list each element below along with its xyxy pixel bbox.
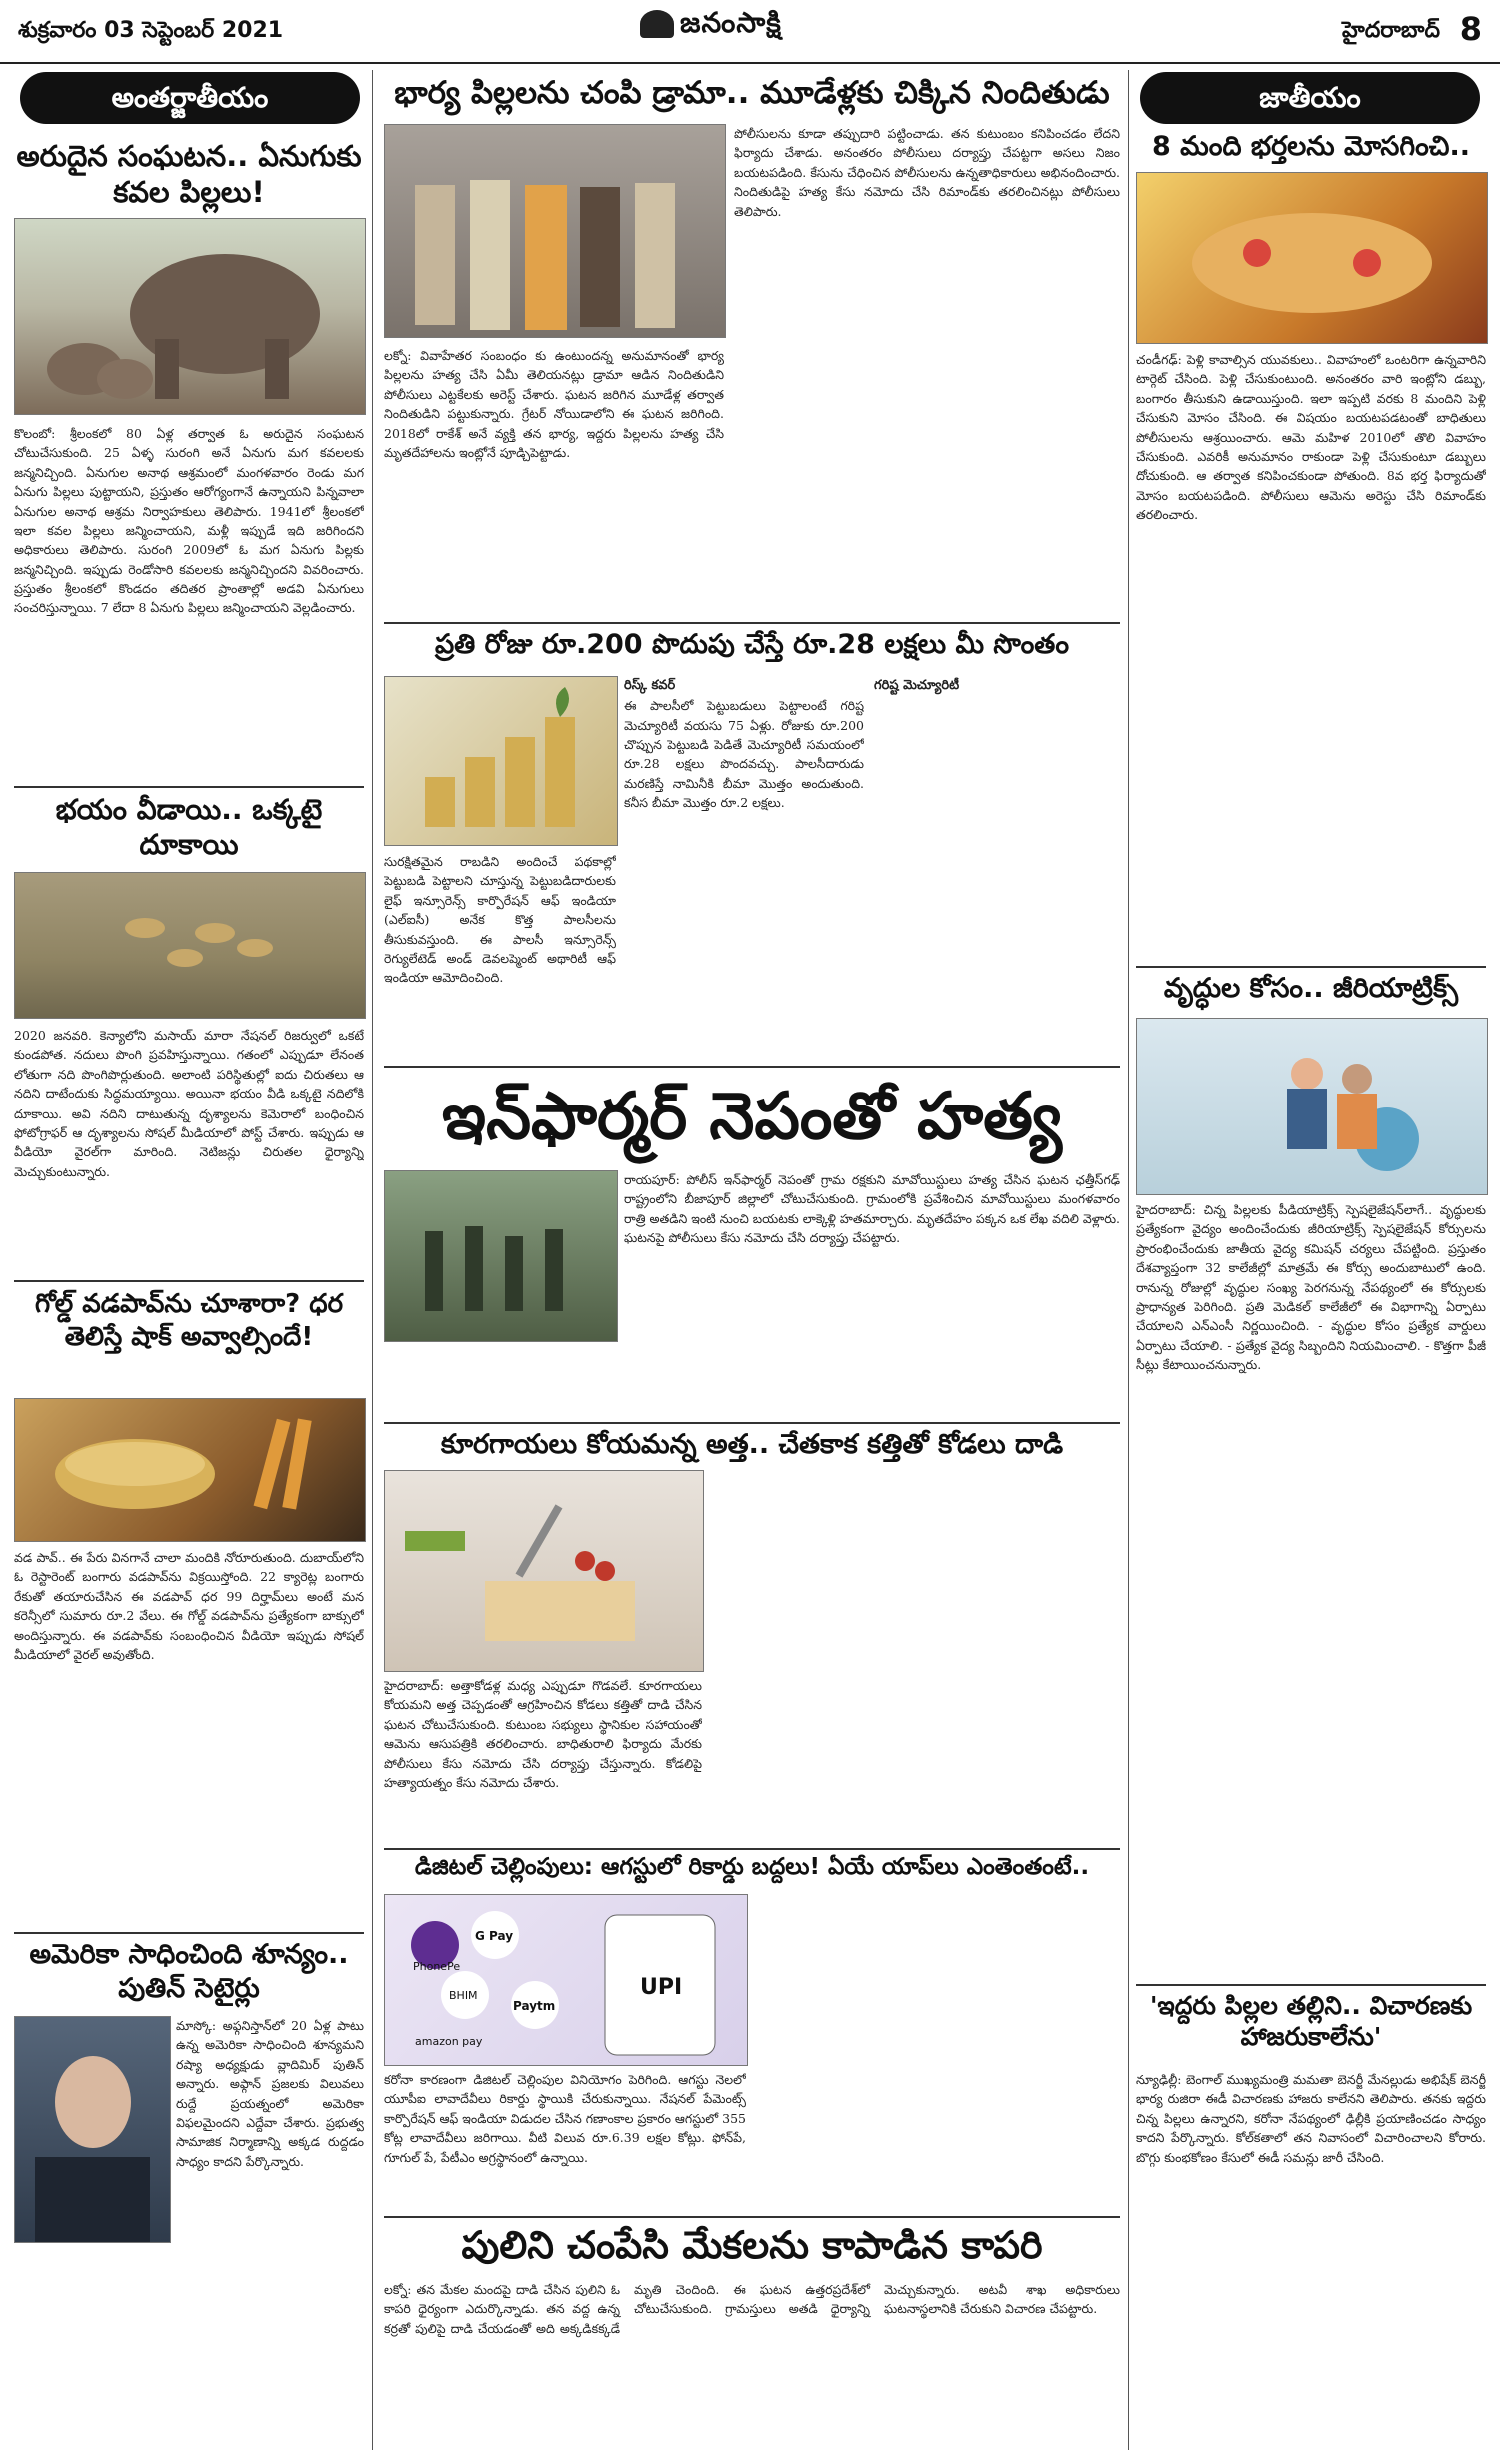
headline-elephant-twins: అరుదైన సంఘటన.. ఏనుగుకు కవల పిల్లలు! (16, 139, 362, 210)
article-cheetahs-body: 2020 జనవరి. కెన్యాలోని మసాయ్ మారా నేషనల్ రిజర్వులో ఒకటే కుండపోత. నదులు పొంగి ప్రవహిస్తున్నాయి. గతంలో ఎప్పుడూ లేనంత లోతుగా నది పొంగిపొర్లుతుంది. అలాంటి పరిస్థితుల్లో ఐదు చిరుతలు ఆ నదిని దాటేందుకు సిద్ధమయ్యాయి. అయినా భయం వీడి ఒక్కటై నదిలోకి దూకాయి. అవి నదిని దాటుతున్న దృశ్యాలను కెమెరాలో బంధించిన ఫోటోగ్రాఫర్ ఆ దృశ్యాలను సోషల్ మీడియాలో పోస్ట్ చేశారు. ఇప్పుడు ఆ వీడియో వైరల్‌గా మారింది. నెటిజన్లు చిరుతల ధైర్యాన్ని మెచ్చుకుంటున్నారు. (14, 1028, 364, 1179)
article-murder-body-b: పోలీసులను కూడా తప్పుదారి పట్టించాడు. తన కుటుంబం కనిపించడం లేదని ఫిర్యాదు చేశాడు. అనంతరం పోలీసులు దర్యాప్తు చేపట్టగా అసలు నిజం బయటపడింది. కేసును చేధించిన పోలీసులను ఉన్నతాధికారులు అభినందించారు. నిందితుడిపై హత్య కేసు నమోదు చేసి రిమాండ్‌కు తరలించినట్లు పోలీసులు తెలిపారు. (734, 126, 1120, 219)
photo-maoists (384, 1170, 618, 1342)
section-tag-national: జాతీయం (1140, 72, 1480, 124)
app-label-upi: UPI (640, 1975, 683, 2000)
article-savings-body-a-cont (624, 676, 864, 1062)
article-murder-body-a: లక్నో: వివాహేతర సంబంధం కు ఉంటుందన్న అనుమానంతో భార్య పిల్లలను హత్య చేసి ఏమీ తెలియనట్లు డ్రామా ఆడిన నిందితుడిని పోలీసులు ఎట్టకేలకు అరెస్ట్ చేశారు. ఘటన జరిగిన మూడేళ్ల తర్వాత నిందితుడిని పట్టుకున్నారు. గ్రేటర్ నోయిడాలోని ఈ ఘటన జరిగింది. 2018లో రాకేశ్ అనే వ్యక్తి తన భార్య, ఇద్దరు పిల్లలను హత్య చేసి మృతదేహాలను ఇంట్లోనే పూడ్చిపెట్టాడు. (384, 348, 724, 460)
headline-digital-payments: డిజిటల్ చెల్లింపులు: ఆగస్టులో రికార్డు బద్దలు! ఏయే యాప్‌లు ఎంతెంతంటే.. (414, 1854, 1090, 1880)
article-mother-body: న్యూఢిల్లీ: బెంగాల్ ముఖ్యమంత్రి మమతా బెనర్జీ మేనల్లుడు అభిషేక్ బెనర్జీ భార్య రుజిరా ఈడీ విచారణకు హాజరు కాలేనని తెలిపారు. తనకు ఇద్దరు చిన్న పిల్లలు ఉన్నారని, కరోనా నేపథ్యంలో ఢిల్లీకి ప్రయాణించడం సాధ్యం కాదని పేర్కొన్నారు. కోల్‌కతాలో తన నివాసంలో విచారించాలని కోరారు. బొగ్గు కుంభకోణం కేసులో ఈడీ సమన్లు జారీ చేసింది. (1136, 2072, 1486, 2165)
police-illustration (385, 125, 725, 337)
headline-tiger-killed: పులిని చంపేసి మేకలను కాపాడిన కాపరి (461, 2223, 1043, 2267)
article-informer-body: రాయపూర్: పోలీస్ ఇన్‌ఫార్మర్ నెపంతో గ్రామ రక్షకుని మావోయిస్టులు హత్య చేసిన ఘటన ఛత్తీస్‌గఢ్ రాష్ట్రంలోని బీజాపూర్ జిల్లాలో చోటుచేసుకుంది. గ్రామంలోకి ప్రవేశించిన మావోయిస్టులు మంగళవారం రాత్రి అతడిని ఇంటి నుంచి బయటకు లాక్కెళ్లి హతమార్చారు. మృతదేహం పక్కన ఒక లేఖ వదిలి వెళ్లారు. ఘటనపై పోలీసులు కేసు నమోదు చేసి దర్యాప్తు చేపట్టారు. (624, 1172, 1120, 1246)
app-label-gpay: G Pay (475, 1929, 514, 1943)
newspaper-logo (640, 6, 782, 46)
section-tag-international: అంతర్జాతీయం (20, 72, 360, 124)
photo-bride-hands (1136, 172, 1488, 344)
photo-cheetahs-river (14, 872, 366, 1019)
article-elephant-body: కొలంబో: శ్రీలంకలో 80 ఏళ్ల తర్వాత ఓ అరుదైన సంఘటన చోటుచేసుకుంది. 25 ఏళ్ళ సురంగి అనే ఏనుగు మగ కవలలకు జన్మనిచ్చింది. ఏనుగుల అనాథ ఆశ్రమంలో మంగళవారం రెండు మగ ఏనుగు పిల్లలు పుట్టాయని, ప్రస్తుతం ఆరోగ్యంగానే ఉన్నాయని పిన్నవాలా ఏనుగుల అనాథ ఆశ్రమ నిర్వాహకులు తెలిపారు. 1941లో శ్రీలంకలో ఇలా కవల పిల్లలు జన్మించాయని, మళ్లీ ఇప్పుడే ఇది జరిగిందని అధికారులు తెలిపారు. సురంగి 2009లో ఓ మగ ఏనుగు పిల్లకు జన్మనిచ్చింది. ఇప్పుడు రెండోసారి కవలలకు జన్మనిచ్చిందని వివరించారు. ప్రస్తుతం శ్రీలంకలో కొండదం తదితర ప్రాంతాల్లో అడవి ఏనుగులు సంచరిస్తున్నాయి. 7 లేదా 8 ఏనుగు పిల్లలు జన్మించాయని వెల్లడించారు. (14, 426, 364, 616)
column-divider-right (1128, 70, 1129, 2450)
vegetables-illustration (385, 1471, 703, 1671)
headline-mother-ed-summons: 'ఇద్దరు పిల్లల తల్లిని.. విచారణకు హాజరుకాలేను' (1149, 1991, 1473, 2052)
headline-cheetahs: భయం వీడాయి.. ఒక్కటై దూకాయి (55, 793, 323, 861)
divider (1136, 1984, 1486, 1986)
app-label-phonepe: PhonePe (413, 1960, 461, 1973)
edition-city: హైదరాబాద్ (1342, 18, 1440, 43)
physio-illustration (1137, 1019, 1487, 1194)
article-savings-text: ఈ పాలసీలో పెట్టుబడులు పెట్టాలంటే గరిష్ట మెచ్యూరిటీ వయసు 75 ఏళ్లు. రోజుకు రూ.200 చొప్పున పెట్టుబడి పెడితే మెచ్యూరిటీ సమయంలో రూ.28 లక్షలు పొందవచ్చు. పాలసీదారుడు మరణిస్తే నామినీకి బీమా మొత్తం అందుతుంది. కనీస బీమా మొత్తం రూ.2 లక్షలు. (624, 698, 864, 811)
headline-vegetables-attack: కూరగాయలు కోయమన్న అత్త.. చేతకాక కత్తితో కోడలు దాడి (440, 1429, 1064, 1460)
app-label-amazonpay: amazon pay (415, 2035, 483, 2048)
article-vadapav-body: వడ పావ్.. ఈ పేరు వినగానే చాలా మందికి నోరూరుతుంది. దుబాయ్‌లోని ఓ రెస్టారెంట్ బంగారు వడపావ్‌ను విక్రయిస్తోంది. 22 క్యారెట్ల బంగారు రేకుతో తయారుచేసిన ఈ వడపావ్ ధర 99 దిర్హామ్‌లు అంటే మన కరెన్సీలో సుమారు రూ.2 వేలు. ఈ గోల్డ్ వడపావ్‌ను ప్రత్యేకంగా బాక్సులో అందిస్తున్నారు. ఈ వడపావ్‌కు సంబంధించిన వీడియో ఇప్పుడు సోషల్ మీడియాలో వైరల్ అవుతోంది. (14, 1550, 364, 1662)
divider (1136, 966, 1486, 968)
app-label-bhim: BHIM (449, 1989, 478, 2002)
logo-icon (640, 10, 674, 38)
divider (384, 2216, 1120, 2218)
photo-cutting-vegetables (384, 1470, 704, 1672)
article-tiger-body: లక్నో: తన మేకల మందపై దాడి చేసిన పులిని ఓ కాపరి ధైర్యంగా ఎదుర్కొన్నాడు. తన వద్ద ఉన్న కర్రతో పులిపై దాడి చేయడంతో అది అక్కడికక్కడే మృతి చెందింది. ఈ ఘటన ఉత్తరప్రదేశ్‌లో చోటుచేసుకుంది. గ్రామస్తులు అతడి ధైర్యాన్ని మెచ్చుకున్నారు. అటవీ శాఖ అధికారులు ఘటనాస్థలానికి చేరుకుని విచారణ చేపట్టారు. (384, 2282, 1120, 2336)
photo-coins-plant (384, 676, 618, 846)
headline-geriatrics: వృద్ధుల కోసం.. జీరియాట్రిక్స్ (1163, 973, 1459, 1004)
divider (14, 1280, 364, 1282)
masthead (0, 0, 1500, 64)
logo-text: జనంసాక్షి (680, 6, 782, 39)
headline-eight-husbands: 8 మంది భర్తలను మోసగించి.. (1152, 131, 1470, 162)
cheetah-illustration (15, 873, 365, 1018)
photo-putin (14, 2016, 171, 2243)
article-geriatrics-body: హైదరాబాద్: చిన్న పిల్లలకు పీడియాట్రిక్స్ స్పెషలైజేషన్‌లాగే.. వృద్ధులకు ప్రత్యేకంగా వైద్యం అందించేందుకు జీరియాట్రిక్స్ స్పెషలైజేషన్ కోర్సులను ప్రారంభించేందుకు జాతీయ వైద్య కమిషన్ చర్యలు చేపట్టింది. ప్రస్తుతం దేశవ్యాప్తంగా 32 కాలేజీల్లో మాత్రమే ఈ కోర్సు అందుబాటులో ఉంది. రానున్న రోజుల్లో వృద్ధుల సంఖ్య పెరగనున్న నేపథ్యంలో ఈ కోర్సులకు ప్రాధాన్యత పెరిగింది. ప్రతి మెడికల్ కాలేజీలో ఈ విభాగాన్ని ఏర్పాటు చేయాలని ఎన్ఎంసీ నిర్ణయించింది. - వృద్ధుల కోసం ప్రత్యేక వార్డులు ఏర్పాటు చేయాలి. - ప్రత్యేక వైద్య సిబ్బందిని నియమించాలి. - కొత్తగా పీజీ సీట్లు కేటాయించనున్నారు. (1136, 1202, 1486, 1372)
article-putin-body-a: మాస్కో: అఫ్గనిస్తాన్‌లో 20 ఏళ్ల పాటు ఉన్న అమెరికా సాధించింది శూన్యమని రష్యా అధ్యక్షుడు వ్లాదిమిర్ పుతిన్ అన్నారు. అఫ్గాన్ ప్రజలకు విలువలు రుద్దే ప్రయత్నంలో అమెరికా విఫలమైందని ఎద్దేవా చేశారు. ప్రభుత్వ సామాజిక నిర్మాణాన్ని అక్కడ రుద్దడం సాధ్యం కాదని పేర్కొన్నారు. (176, 2018, 364, 2169)
divider (384, 1422, 1120, 1424)
article-savings-body-a: సురక్షితమైన రాబడిని అందించే పథకాల్లో పెట్టుబడి పెట్టాలని చూస్తున్న పెట్టుబడిదారులకు లైఫ్ ఇన్సూరెన్స్ కార్పొరేషన్ ఆఫ్ ఇండియా (ఎల్ఐసీ) అనేక కొత్త పాలసీలను తీసుకువస్తుంది. ఈ పాలసీ ఇన్సూరెన్స్ రెగ్యులేటెడ్ అండ్ డెవలప్మెంట్ అథారిటీ ఆఫ్ ఇండియా ఆమోదించింది. (384, 854, 616, 986)
page-number: 8 (1459, 10, 1482, 48)
issue-date: శుక్రవారం 03 సెప్టెంబర్ 2021 (18, 18, 284, 43)
subhead-risk-cover: రిస్క్ కవర్ (624, 678, 676, 693)
divider (384, 1066, 1120, 1068)
headline-gold-vadapav: గోల్డ్ వడపావ్‌ను చూశారా? ధర తెలిస్తే షాక్ అవ్వాల్సిందే! (35, 1289, 343, 1352)
article-vegetables-body-a: హైదరాబాద్: అత్తాకోడళ్ల మధ్య ఎప్పుడూ గొడవలే. కూరగాయలు కోయమని అత్త చెప్పడంతో ఆగ్రహించిన కోడలు కత్తితో దాడి చేసిన ఘటన చోటుచేసుకుంది. కుటుంబ సభ్యులు స్థానికుల సహాయంతో ఆమెను ఆసుపత్రికి తరలించారు. బాధితురాలి ఫిర్యాదు మేరకు పోలీసులు కేసు నమోదు చేసి దర్యాప్తు చేస్తున్నారు. కోడలిపై హత్యాయత్నం కేసు నమోదు చేశారు. (384, 1678, 702, 1790)
app-label-paytm: Paytm (513, 1999, 556, 2013)
column-divider-left (372, 70, 373, 2450)
article-vegetables-body-b (712, 1470, 1120, 1844)
article-digital-body-b (754, 1894, 1120, 2210)
photo-physio-elderly (1136, 1018, 1488, 1195)
divider (14, 786, 364, 788)
photo-upi-apps (384, 1894, 748, 2066)
divider (384, 622, 1120, 624)
article-fraud-body: చండీగఢ్: పెళ్లి కావాల్సిన యువకులు.. వివాహంలో ఒంటరిగా ఉన్నవారిని టార్గెట్ చేసింది. పెళ్లి చేసుకుంటుంది. అనంతరం వారి ఇంట్లోని డబ్బు, బంగారం తీసుకుని ఉడాయిస్తుంది. ఇలా ఇప్పటి వరకు 8 మందిని పెళ్లి చేసుకుని మోసం చేసింది. ఈ విషయం బయటపడటంతో బాధితులు పోలీసులను ఆశ్రయించారు. ఆమె మహిళ 2010లో తొలి వివాహం చేసుకుంది. ఎవరికీ అనుమానం రాకుండా పెళ్లి చేసుకుంటూ డబ్బులు దోచుకుంది. ఆ తర్వాత కనిపించకుండా పోతుంది. 8వ భర్త ఫిర్యాదుతో మోసం బయటపడింది. పోలీసులు ఆమెను అరెస్టు చేసి రిమాండ్‌కు తరలించారు. (1136, 352, 1486, 522)
photo-elephants (14, 218, 366, 415)
article-savings-body-b (874, 676, 1120, 1062)
divider (384, 1848, 1120, 1850)
divider (14, 1932, 364, 1934)
bride-illustration (1137, 173, 1487, 343)
portrait-illustration (15, 2017, 170, 2242)
photo-police-arrest (384, 124, 726, 338)
headline-lic-savings: ప్రతి రోజు రూ.200 పొదుపు చేస్తే రూ.28 లక్షలు మీ సొంతం (434, 629, 1070, 660)
subhead-max-maturity: గరిష్ట మెచ్యూరిటీ (874, 678, 960, 693)
headline-putin: అమెరికా సాధించింది శూన్యం.. పుతిన్ సెటైర్లు (29, 1939, 349, 2004)
coins-illustration (385, 677, 617, 845)
article-digital-body-a: కరోనా కారణంగా డిజిటల్ చెల్లింపుల వినియోగం పెరిగింది. ఆగస్టు నెలలో యూపీఐ లావాదేవీలు రికార్డు స్థాయికి చేరుకున్నాయి. నేషనల్ పేమెంట్స్ కార్పొరేషన్ ఆఫ్ ఇండియా విడుదల చేసిన గణాంకాల ప్రకారం ఆగస్టులో 355 కోట్ల లావాదేవీలు జరిగాయి. వీటి విలువ రూ.6.39 లక్షల కోట్లు. ఫోన్‌పే, గూగుల్ పే, పేటీఎం అగ్రస్థానంలో ఉన్నాయి. (384, 2072, 746, 2165)
headline-informer-killing: ఇన్‌ఫార్మర్ నెపంతో హత్య (442, 1080, 1062, 1154)
elephant-illustration (15, 219, 365, 414)
headline-family-murder: భార్య పిల్లలను చంపి డ్రామా.. మూడేళ్లకు చిక్కిన నిందితుడు (394, 75, 1110, 111)
article-informer-caption (384, 1346, 616, 1418)
photo-gold-vadapav (14, 1398, 366, 1542)
vadapav-illustration (15, 1399, 365, 1541)
maoists-illustration (385, 1171, 617, 1341)
